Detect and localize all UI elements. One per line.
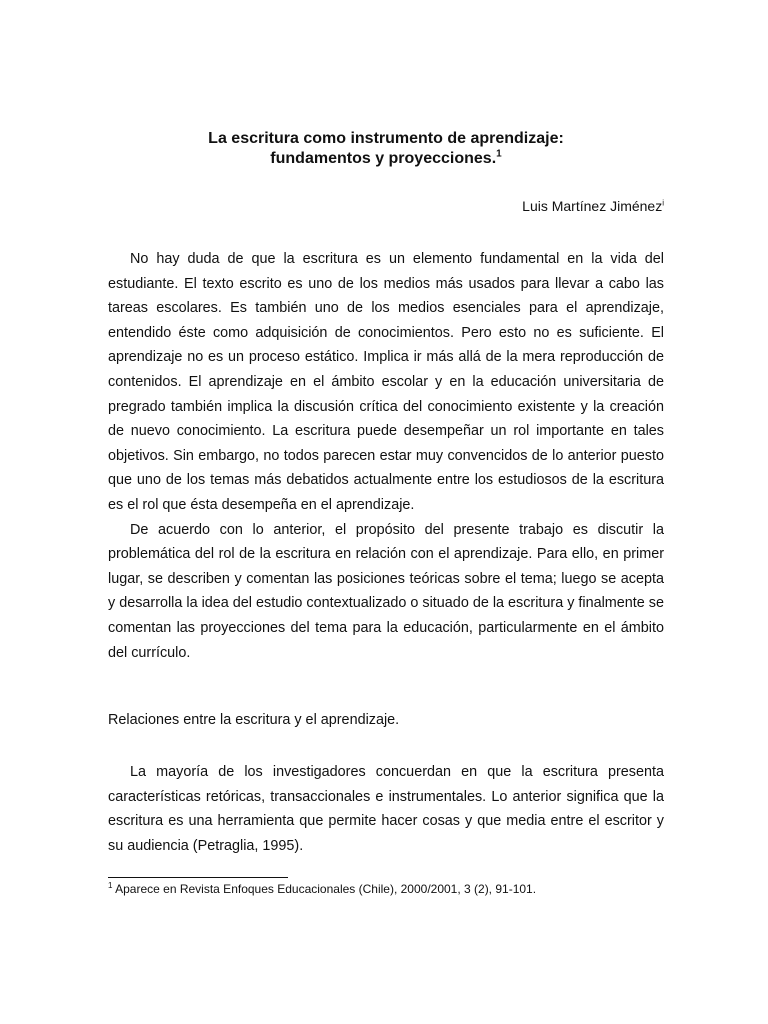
footnote-text: Aparece en Revista Enfoques Educacionales (Chile), 2000/2001, 3 (2), 91-101. [112,882,537,896]
intro-body [108,247,664,665]
footnote-divider [108,877,288,878]
author-note-mark: i [662,198,664,208]
paragraph: La mayoría de los investigadores concuerdan en que la escritura presenta características retóricas, transaccionales e instrumentales. Lo anterior significa que la escritura es una herramienta que permite hacer cosas y que media entre el escritor y su audiencia (Petraglia, 1995). [108,764,664,854]
paragraph: De acuerdo con lo anterior, el propósito del presente trabajo es discutir la problemática del rol de la escritura en relación con el aprendizaje. Para ello, en primer lugar, se describen y comentan las posiciones teóricas sobre el tema; luego se acepta y desarrolla la idea del estudio contextualizado o situado de la escritura y finalmente se comentan las proyecciones del tema para la educación, particularmente en el ámbito del currículo. [108,521,664,661]
title-line-2: fundamentos y proyecciones. [270,150,497,167]
title-footnote-mark: 1 [496,148,502,160]
paragraph: No hay duda de que la escritura es un elemento fundamental en la vida del estudiante. El texto escrito es uno de los medios más usados para llevar a cabo las tareas escolares. Es también uno de los medios esenciales para el aprendizaje, entendido éste como adquisición de conocimientos. Pero esto no es suficiente. El aprendizaje no es un proceso estático. Implica ir más allá de la mera reproducción de contenidos. El aprendizaje en el ámbito escolar y en la educación universitaria de pregrado también implica la discusión crítica del conocimiento existente y la creación de nuevo conocimiento. La escritura puede desempeñar un rol importante en tales objetivos. Sin embargo, no todos parecen estar muy convencidos de lo anterior puesto que uno de los temas más debatidos actualmente entre los estudiosos de la escritura es el rol que ésta desempeña en el aprendizaje. [108,251,664,513]
title-line-1: La escritura como instrumento de aprendizaje: [208,130,564,147]
paper-title [108,129,664,169]
footnote [108,881,536,897]
section-body [108,760,664,858]
author-text: Luis Martínez Jiménez [522,198,663,214]
author-name [522,197,664,215]
section-heading: Relaciones entre la escritura y el aprendizaje. [108,712,400,728]
footnote-mark: 1 [108,881,113,890]
